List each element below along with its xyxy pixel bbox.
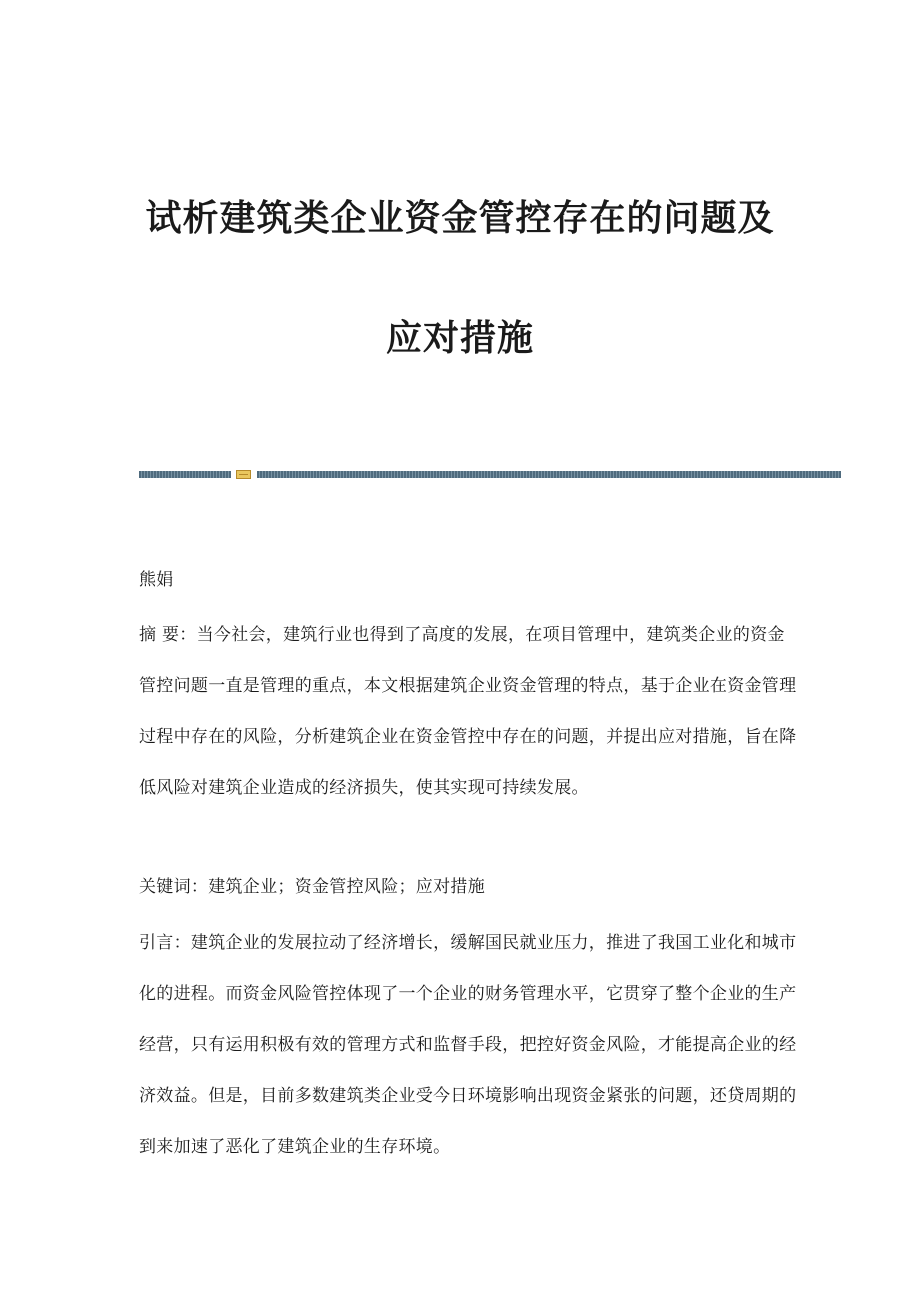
divider-bar-right bbox=[257, 471, 841, 478]
keywords-line: 关键词：建筑企业；资金管控风险；应对措施 bbox=[139, 877, 485, 897]
title-divider bbox=[139, 470, 841, 479]
author-name: 熊娟 bbox=[139, 570, 174, 590]
intro-paragraph: 引言：建筑企业的发展拉动了经济增长，缓解国民就业压力，推进了我国工业化和城市化的进程。而资金风险管控体现了一个企业的财务管理水平，它贯穿了整个企业的生产经营，只有运用积极有效的管理方式和监督手段，把控好资金风险，才能提高企业的经济效益。但是，目前多数建筑类企业受今日环境影响出现资金紧张的问题，还贷周期的到来加速了恶化了建筑企业的生存环境。 bbox=[139, 933, 797, 1157]
page-title-line-2: 应对措施 bbox=[385, 317, 534, 359]
divider-ornament-icon bbox=[236, 470, 251, 479]
page-title-line-1: 试析建筑类企业资金管控存在的问题及 bbox=[145, 197, 775, 239]
abstract-paragraph: 摘 要：当今社会，建筑行业也得到了高度的发展，在项目管理中，建筑类企业的资金管控问题一直是管理的重点，本文根据建筑企业资金管理的特点，基于企业在资金管理过程中存在的风险，分析建筑企业在资金管控中存在的问题，并提出应对措施，旨在降低风险对建筑企业造成的经济损失，使其实现可持续发展。 bbox=[139, 625, 797, 798]
divider-bar-left bbox=[139, 471, 231, 478]
